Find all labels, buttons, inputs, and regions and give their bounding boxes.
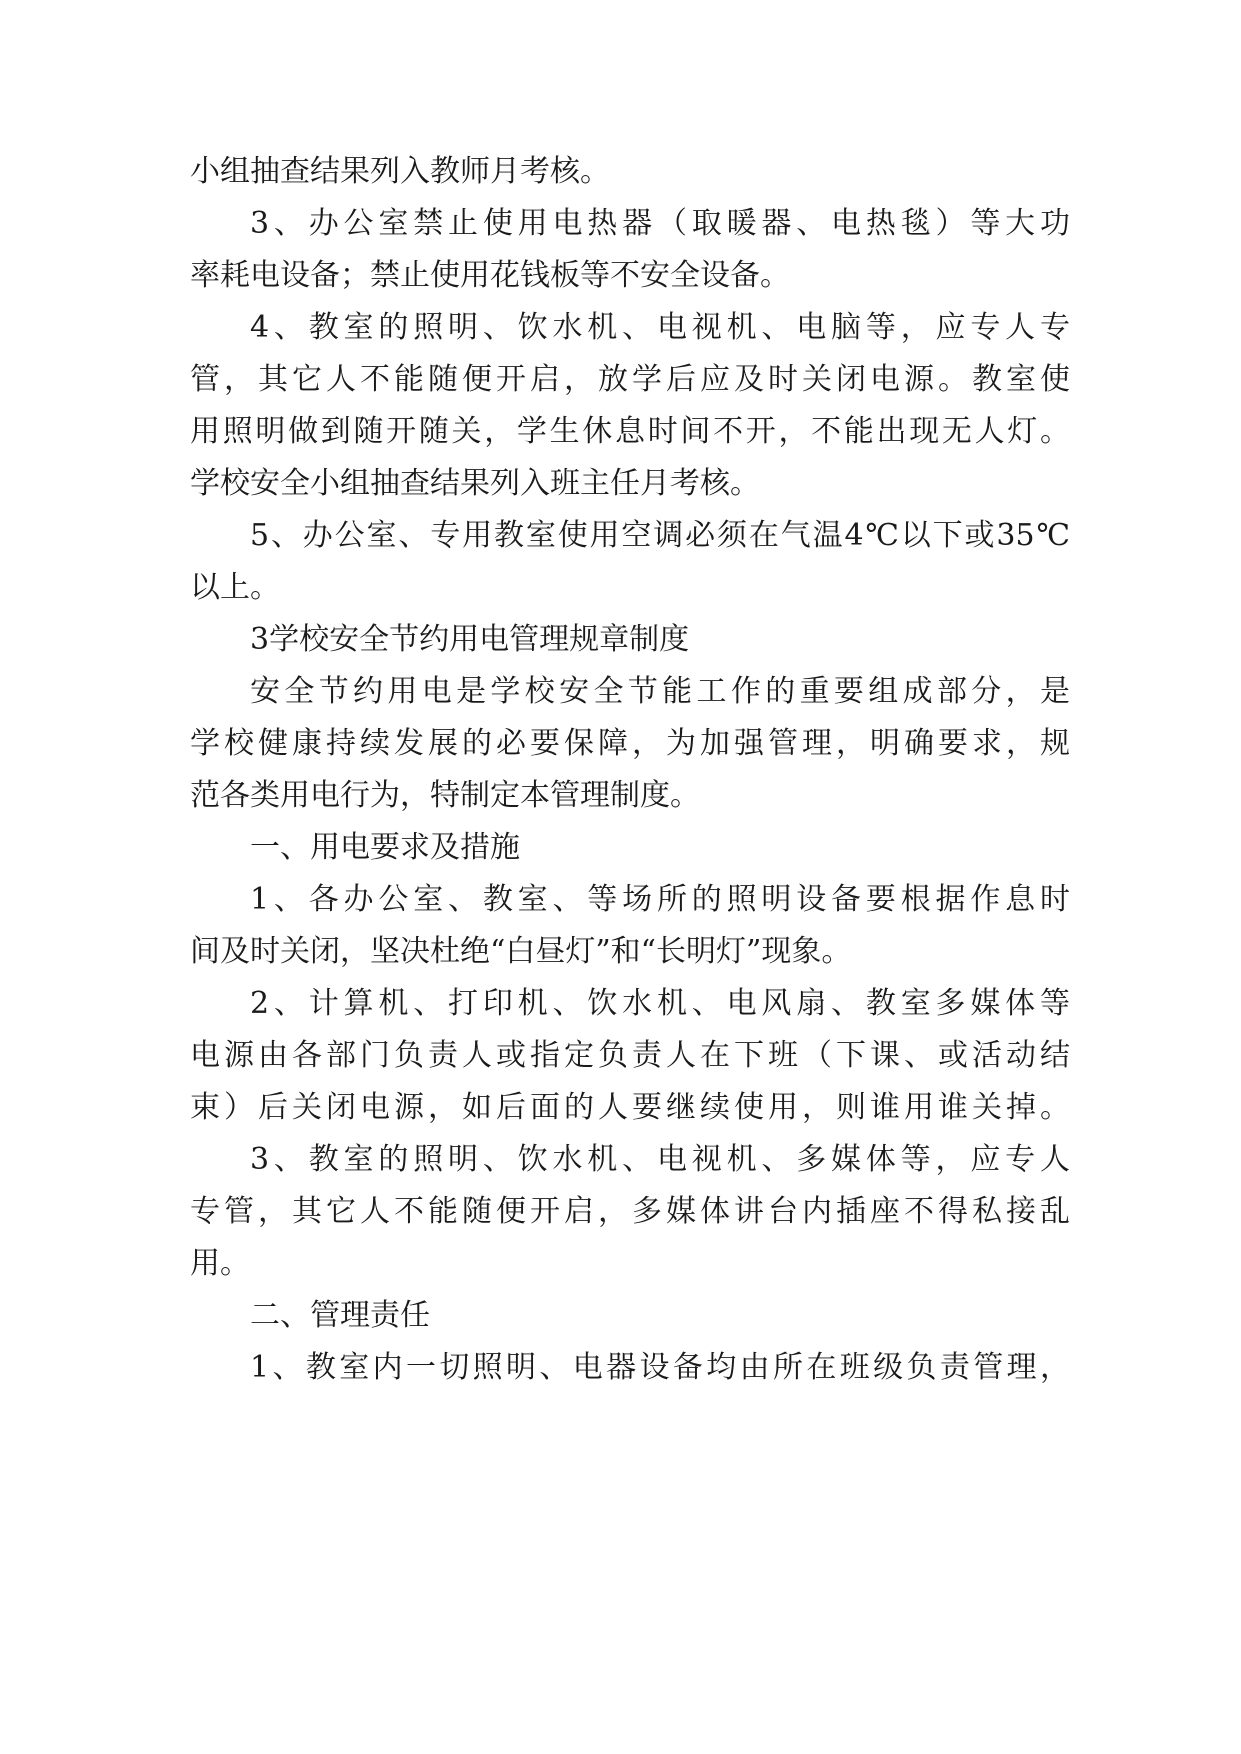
text-line: 1、各办公室、教室、等场所的照明设备要根据作息时 [250,882,1070,917]
text-line: 管，其它人不能随便开启，放学后应及时关闭电源。教室使 [190,362,1070,397]
text-line: 4、教室的照明、饮水机、电视机、电脑等，应专人专 [250,310,1070,345]
text-line: 3、办公室禁止使用电热器（取暖器、电热毯）等大功 [250,206,1070,241]
text-line: 5、办公室、专用教室使用空调必须在气温4℃以下或35℃ [250,518,1070,553]
text-line: 范各类用电行为，特制定本管理制度。 [190,778,700,813]
text-line: 3、教室的照明、饮水机、电视机、多媒体等，应专人 [250,1142,1070,1177]
text-line: 率耗电设备；禁止使用花钱板等不安全设备。 [190,258,790,293]
text-line: 学校健康持续发展的必要保障，为加强管理，明确要求，规 [190,726,1070,761]
section-heading: 3学校安全节约用电管理规章制度 [250,622,690,657]
text-line: 用照明做到随开随关，学生休息时间不开，不能出现无人灯。 [190,414,1070,449]
text-line: 小组抽查结果列入教师月考核。 [190,154,610,189]
text-line: 1、教室内一切照明、电器设备均由所在班级负责管理， [250,1350,1070,1385]
section-heading: 一、用电要求及措施 [250,830,520,865]
section-heading: 二、管理责任 [250,1298,430,1333]
text-line: 束）后关闭电源，如后面的人要继续使用，则谁用谁关掉。 [190,1090,1070,1125]
text-line: 间及时关闭，坚决杜绝“白昼灯”和“长明灯”现象。 [190,934,852,969]
text-line: 以上。 [190,570,280,605]
text-line: 学校安全小组抽查结果列入班主任月考核。 [190,466,760,501]
text-line: 安全节约用电是学校安全节能工作的重要组成部分，是 [250,674,1070,709]
text-line: 2、计算机、打印机、饮水机、电风扇、教室多媒体等 [250,986,1070,1021]
text-line: 电源由各部门负责人或指定负责人在下班（下课、或活动结 [190,1038,1070,1073]
text-line: 专管，其它人不能随便开启，多媒体讲台内插座不得私接乱 [190,1194,1070,1229]
text-line: 用。 [190,1246,250,1281]
